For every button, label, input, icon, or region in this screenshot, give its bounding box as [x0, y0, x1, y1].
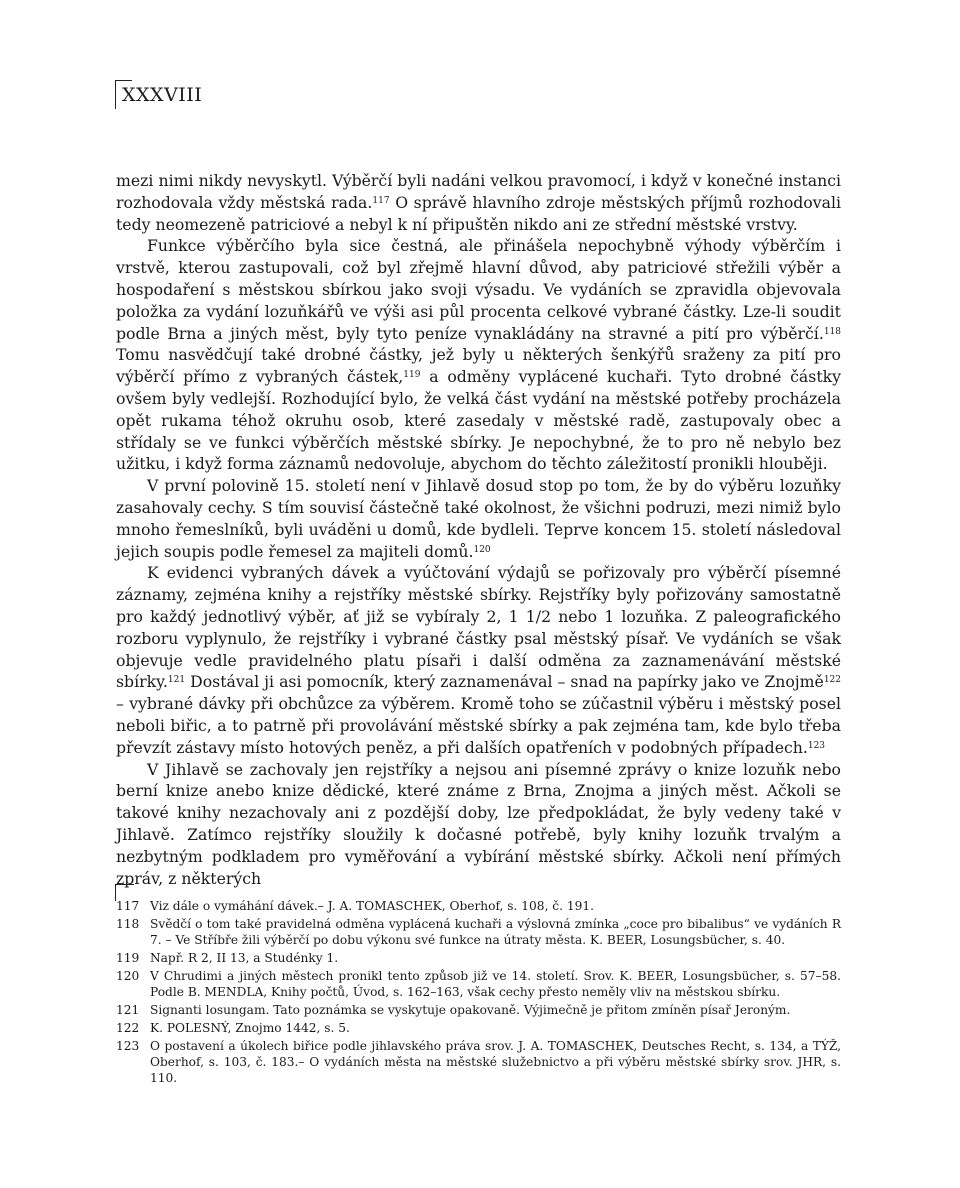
footnote-ref[interactable]: 117 — [372, 195, 390, 206]
footnote-ref[interactable]: 123 — [807, 740, 826, 751]
body-text — [116, 170, 841, 889]
footnote-number: 117 — [116, 899, 140, 913]
footnote-ref[interactable]: 120 — [473, 544, 491, 555]
paragraph-text: V Jihlavě se zachovaly jen rejstříky a nejsou ani písemné zprávy o knize lozuňk nebo berní knize anebo knize dědické, které známe z Brna, Znojma a jiných měst. Ačkoli se takové knihy nezachovaly ani z pozdější doby, lze předpokládat, že byly vedeny také v Jihlavě. Zatímco rejstříky sloužily k dočasné potřebě, byly knihy lozuňk trvalým a nezbytným podkladem pro vyměřování a vybírání městské sbírky. Ačkoli není přímých zpráv, z některých — [116, 759, 841, 888]
footnote-123 — [116, 1038, 841, 1087]
footnote-text: Signanti losungam. Tato poznámka se vyskytuje opakovaně. Výjimečně je přitom zmíněn písař Jeroným. — [150, 1003, 791, 1017]
footnote-number: 119 — [116, 951, 140, 965]
paragraph-text: – vybrané dávky při obchůzce za výběrem. Kromě toho se zúčastnil výběru i městský posel neboli biřic, a to patrně při provolávání městské sbírky a pak zejména tam, kde bylo třeba převzít zástavy místo hotových peněz, a při dalších opatřeních v podobných případech. — [116, 694, 841, 757]
footnote-text: K. POLESNÝ, Znojmo 1442, s. 5. — [150, 1020, 350, 1035]
paragraph-text: mezi nimi nikdy nevyskytl. Výběrčí byli nadáni velkou pravomocí, i když v konečné instanci rozhodovala vždy městská rada. — [116, 171, 841, 212]
footnote-120 — [116, 968, 841, 1001]
footnote-number: 121 — [116, 1003, 140, 1017]
footnote-122 — [116, 1020, 841, 1036]
footnote-118 — [116, 916, 841, 949]
footnote-ref[interactable]: 118 — [823, 326, 841, 337]
footnote-number: 120 — [116, 968, 140, 983]
paragraph-1 — [116, 170, 841, 235]
paragraph-text: a odměny vyplácené kuchaři. Tyto drobné částky ovšem byly vedlejší. Rozhodující bylo, že velká část vydání na městské potřeby procházela opět rukama téhož okruhu osob, které zasedaly v městské radě, zastupovaly obec a střídaly se ve funkci výběrčích městské sbírky. Je nepochybné, že to pro ně nebylo bez užitku, i když forma záznamů nedovoluje, abychom do těchto záležitostí pronikli hlouběji. — [116, 367, 842, 474]
paragraph-text: Funkce výběrčího byla sice čestná, ale přinášela nepochybně výhody výběrčím i vrstvě, kterou zastupovali, což byl zřejmě hlavní důvod, aby patriciové střežili výběr a hospodaření s městskou sbírkou jako svoji výsadu. Ve vydáních se zpravidla objevovala položka za vydání lozuňkářů ve výši asi půl procenta celkové vybrané částky. Lze-li soudit podle Brna a jiných měst, byly tyto peníze vynakládány na stravné a pití pro výběrčí. — [116, 236, 841, 343]
footnotes — [116, 898, 841, 1088]
footnote-number: 118 — [116, 916, 140, 931]
footnote-text: Viz dále o vymáhání dávek.– J. A. TOMASCHEK, Oberhof, s. 108, č. 191. — [150, 899, 595, 913]
footnote-121 — [116, 1002, 841, 1018]
paragraph-5 — [116, 759, 841, 890]
footnote-number: 122 — [116, 1020, 140, 1035]
page-number: XXXVIII — [122, 84, 203, 106]
paragraph-text: V první polovině 15. století není v Jihlavě dosud stop po tom, že by do výběru lozuňky zasahovaly cechy. S tím souvisí částečně také okolnost, že všichni podruzi, mezi nimiž bylo mnoho řemeslníků, byli uváděni u domů, kde bydleli. Teprve koncem 15. století následoval jejich soupis podle řemesel za majiteli domů. — [116, 476, 841, 561]
footnote-text: V Chrudimi a jiných městech pronikl tento způsob již ve 14. století. Srov. K. BEER, Losungsbücher, s. 57–58. Podle B. MENDLA, Knihy počtů, Úvod, s. 162–163, však cechy přesto neměly vliv na městskou sbírku. — [150, 968, 841, 1000]
paragraph-4 — [116, 562, 841, 758]
footnote-text: Např. R 2, II 13, a Studénky 1. — [150, 951, 339, 965]
footnote-text: O postavení a úkolech biřice podle jihlavského práva srov. J. A. TOMASCHEK, Deutsches Recht, s. 134, a TÝŽ, Oberhof, s. 103, č. 183.– O vydáních města na městské služebnictvo a při výběru městské sbírky srov. JHR, s. 110. — [150, 1038, 841, 1086]
footnote-ref[interactable]: 122 — [823, 675, 841, 686]
paragraph-3 — [116, 475, 841, 562]
footnote-text: Svědčí o tom také pravidelná odměna vyplácená kuchaři a výslovná zmínka „coce pro bibalibus“ ve vydáních R 7. – Ve Stříbře žili výběrčí po dobu výkonu své funkce na útraty města. K. BEER, Losungsbücher, s. 40. — [150, 916, 841, 948]
footnote-ref[interactable]: 119 — [403, 370, 421, 381]
paragraph-2 — [116, 235, 841, 475]
footnote-117 — [116, 898, 841, 914]
footnote-number: 123 — [116, 1038, 140, 1053]
paragraph-text: Tomu nasvědčují také drobné částky, jež byly u některých šenkýřů sraženy za pití pro výběrčí přímo z vybraných částek, — [116, 345, 841, 387]
footnote-119 — [116, 950, 841, 966]
paragraph-text: Dostával ji asi pomocník, který zaznamenával – snad na papírky jako ve Znojmě — [185, 672, 824, 692]
paragraph-text: K evidenci vybraných dávek a vyúčtování výdajů se pořizovaly pro výběrčí písemné záznamy, zejména knihy a rejstříky městské sbírky. Rejstříky byly pořizovány samostatně pro každý jednotlivý výběr, ať již se vybíraly 2, 1 1/2 nebo 1 lozuňka. Z paleografického rozboru vyplynulo, že rejstříky i vybrané částky psal městský písař. Ve vydáních se však objevuje vedle pravidelného platu písaři i další odměna za zaznamenávání městské sbírky. — [116, 563, 841, 692]
paragraph-text: O správě hlavního zdroje městských příjmů rozhodovali tedy neomezeně patriciové a nebyl k ní připuštěn nikdo ani ze střední městské vrstvy. — [116, 192, 841, 234]
footnote-ref[interactable]: 121 — [167, 675, 186, 686]
